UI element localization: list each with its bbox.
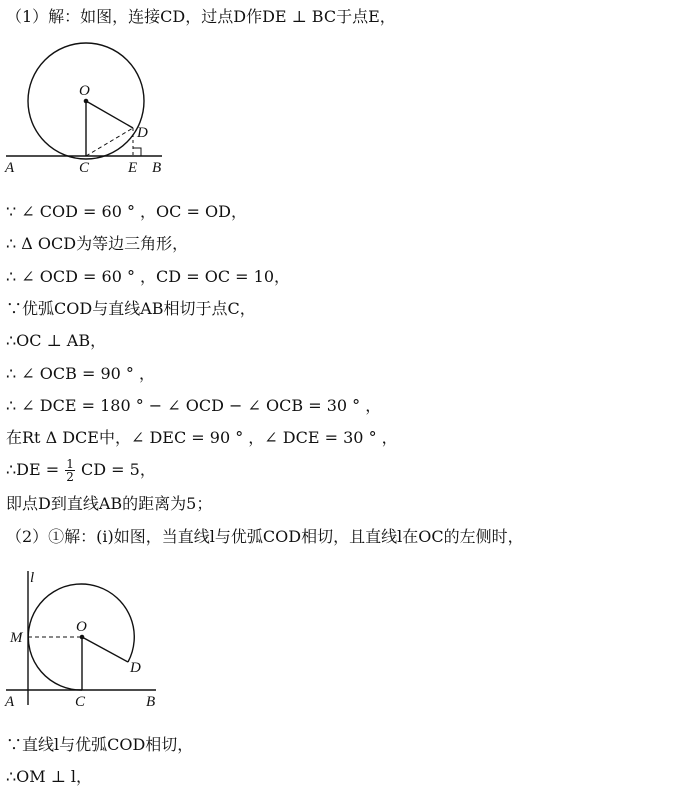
figure-2: [0, 565, 180, 715]
fraction-prefix: ∴DE =: [6, 460, 60, 479]
part1-step-1: ∵ ∠ COD = 60 ° ，OC = OD，: [6, 202, 247, 221]
figure-1: [0, 48, 180, 178]
part1-step-2: ∴ Δ OCD为等边三角形，: [6, 234, 189, 253]
part1-fraction-line: [6, 456, 156, 484]
fraction-denominator: 2: [66, 470, 74, 484]
part1-step-7: ∴ ∠ DCE = 180 ° − ∠ OCD − ∠ OCB = 30 ° ，: [6, 396, 382, 415]
fig1-right-angle-mark: [133, 148, 141, 156]
fig2-label-o: O: [76, 619, 87, 635]
part2-intro: （2）①解：(ⅰ)如图，当直线l与优弧COD相切，且直线l在OC的左侧时，: [6, 527, 524, 546]
part1-step-4: ∵优弧COD与直线AB相切于点C，: [6, 299, 256, 318]
fraction-numerator: 1: [66, 457, 74, 471]
part1-step-3: ∴ ∠ OCD = 60 ° ，CD = OC = 10，: [6, 267, 291, 286]
fig2-label-l: l: [30, 570, 35, 586]
fig2-label-c: C: [75, 694, 86, 710]
part1-conclusion: 即点D到直线AB的距离为5；: [6, 494, 213, 513]
fig1-label-b: B: [152, 160, 162, 176]
fraction-suffix: CD = 5，: [81, 460, 156, 479]
fig1-label-a: A: [5, 160, 15, 176]
fig2-point-o: [80, 635, 85, 640]
fig1-label-d: D: [137, 125, 148, 141]
fraction-one-half: [65, 458, 75, 483]
fig2-label-a: A: [5, 694, 15, 710]
part1-step-6: ∴ ∠ OCB = 90 ° ，: [6, 364, 155, 383]
fig2-segment-od: [82, 637, 128, 662]
part2-step-1: ∵直线l与优弧COD相切，: [6, 735, 194, 754]
part1-step-5: ∴OC ⊥ AB，: [6, 331, 107, 350]
fig1-segment-cd: [86, 128, 133, 156]
fig1-point-o: [84, 99, 89, 104]
fig2-label-d: D: [130, 660, 141, 676]
part1-intro: （1）解：如图，连接CD，过点D作DE ⊥ BC于点E，: [6, 7, 396, 26]
fig2-label-m: M: [10, 630, 23, 646]
fig1-segment-od: [86, 101, 133, 128]
fig1-label-e: E: [128, 160, 138, 176]
fig2-label-b: B: [146, 694, 156, 710]
fig1-label-o: O: [79, 83, 90, 99]
part2-step-2: ∴OM ⊥ l，: [6, 767, 93, 786]
part1-step-8: 在Rt Δ DCE中，∠ DEC = 90 ° ，∠ DCE = 30 ° ，: [6, 428, 398, 447]
fig1-label-c: C: [79, 160, 90, 176]
